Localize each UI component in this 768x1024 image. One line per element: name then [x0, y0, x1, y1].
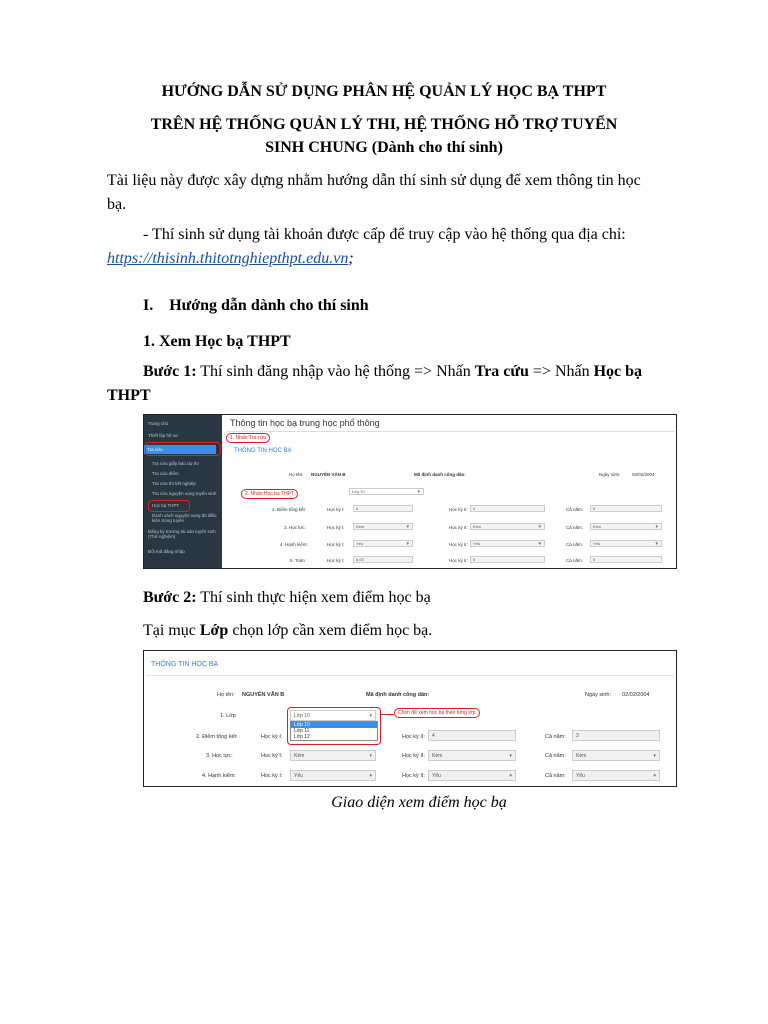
year-field[interactable]: 3	[572, 730, 660, 741]
step1-hocba: Học bạ	[593, 363, 643, 380]
row-label: 5. Toán:	[290, 558, 306, 563]
step2-text: Thí sinh thực hiện xem điểm học bạ	[196, 589, 431, 606]
step1-tracuu: Tra cứu	[474, 363, 529, 380]
sidebar-item-register[interactable]: Đăng ký trường tài sản tuyển sinh (Thử nghiệm)	[148, 529, 216, 539]
option-lop11[interactable]: Lớp 11	[294, 728, 310, 734]
citizen-id-label: Mã định danh công dân:	[366, 692, 430, 698]
year-select[interactable]: Kém ▾	[590, 523, 662, 530]
citizen-id-label: Mã định danh công dân:	[414, 472, 466, 477]
dob-value: 02/02/2004	[622, 692, 650, 698]
access-link-line	[107, 247, 354, 271]
term1-select[interactable]: Yếu ▾	[290, 770, 376, 781]
year-select[interactable]: Yếu ▾	[572, 770, 660, 781]
class-callout: Chọn để xem học bạ theo từng lớp	[394, 708, 480, 718]
screenshot-class-select	[143, 650, 677, 787]
figure-caption: Giao diện xem điểm học bạ	[331, 794, 507, 811]
option-lop10[interactable]: Lớp 10	[291, 722, 377, 728]
step1-line2: THPT	[107, 387, 151, 404]
sidebar-subitem-graduation[interactable]: Tra cứu thí kết nghiệp	[152, 481, 196, 486]
term2-field[interactable]: 4	[470, 505, 545, 512]
row-label: 3. Học lực:	[284, 525, 306, 530]
step2-label: Bước 2:	[143, 589, 197, 606]
step2b-lop: Lớp	[199, 622, 229, 639]
term2-select[interactable]: Kém ▾	[428, 750, 516, 761]
year-label: Cả năm:	[566, 507, 584, 512]
step2b-text-a: Tại mục	[143, 622, 200, 639]
term2-field[interactable]: 4	[428, 730, 516, 741]
highlight-class-select	[287, 707, 381, 745]
step1-label: Bước 1:	[143, 363, 197, 380]
row-label: 4. Hạnh kiểm:	[202, 773, 236, 779]
row-label: 4. Hạnh kiểm:	[280, 542, 308, 547]
dob-value: 02/02/2004	[632, 472, 655, 477]
term2-label: Học kỳ II:	[449, 558, 468, 563]
doc-title-line1: HƯỚNG DẪN SỬ DỤNG PHÂN HỆ QUẢN LÝ HỌC BẠ THPT	[161, 83, 607, 100]
year-select[interactable]: Kém ▾	[572, 750, 660, 761]
term1-label: Học kỳ I:	[327, 542, 345, 547]
highlight-hocba	[148, 500, 190, 512]
year-label: Cả năm:	[566, 542, 584, 547]
intro-paragraph	[107, 169, 717, 217]
term1-label: Học kỳ I:	[327, 525, 345, 530]
term1-field[interactable]: 5	[353, 505, 413, 512]
name-value: NGUYỄN VĂN B	[311, 472, 346, 477]
year-label: Cả năm:	[545, 753, 566, 759]
year-label: Cả năm:	[545, 734, 566, 740]
year-label: Cả năm:	[566, 525, 584, 530]
term2-label: Học kỳ II:	[402, 753, 425, 759]
term2-select[interactable]: Yếu ▾	[428, 770, 516, 781]
callout-1: 1. Nhấn Tra cứu	[226, 433, 270, 443]
row-label: 3. Học lực:	[206, 753, 233, 759]
intro-line2: bạ.	[107, 196, 127, 213]
term2-label: Học kỳ II:	[402, 773, 425, 779]
step1-text-a: Thí sinh đăng nhập vào hệ thống => Nhấn	[196, 363, 475, 380]
section-heading: I. Hướng dẫn dành cho thí sinh	[143, 297, 369, 314]
sidebar-item-home[interactable]: Trang chủ	[148, 421, 169, 426]
term1-label: Học kỳ I:	[261, 773, 283, 779]
sidebar-subitem-score[interactable]: Tra cứu điểm	[152, 471, 179, 476]
doc-title-line2: TRÊN HỆ THỐNG QUẢN LÝ THI, HỆ THỐNG HỖ TRỢ TUYỂN	[150, 116, 618, 133]
term1-label: Học kỳ I:	[261, 734, 283, 740]
name-value: NGUYỄN VĂN B	[242, 692, 285, 698]
option-lop12[interactable]: Lớp 12	[294, 734, 310, 740]
term1-label: Học kỳ I:	[261, 753, 283, 759]
doc-title-line3: SINH CHUNG (Dành cho thí sinh)	[265, 139, 503, 156]
term2-select[interactable]: Yếu ▾	[470, 540, 545, 547]
sidebar-subitem-exam-notice[interactable]: Tra cứu giấy báo dự thi	[152, 461, 199, 466]
year-field[interactable]: 5	[590, 505, 662, 512]
callout-connector	[380, 714, 394, 715]
step1-text-c: => Nhấn	[528, 363, 594, 380]
page-header: Thông tin học bạ trung học phổ thông	[230, 418, 380, 428]
term2-label: Học kỳ II:	[449, 507, 468, 512]
step2-line	[143, 586, 431, 610]
dob-label: Ngày sinh:	[599, 472, 621, 477]
intro-line1: Tài liệu này được xây dựng nhằm hướng dẫn thí sinh sử dụng để xem thông tin học	[107, 172, 641, 189]
term1-field[interactable]: 5.00	[353, 556, 413, 563]
term2-label: Học kỳ II:	[449, 525, 468, 530]
term1-label: Học kỳ I:	[327, 507, 345, 512]
row-label: 2. Điểm tổng kết:	[272, 507, 307, 512]
name-label: Họ tên:	[289, 472, 304, 477]
class-label: 1. Lớp	[220, 713, 236, 719]
term1-select[interactable]: Kém ▾	[353, 523, 413, 530]
class-select[interactable]: Lớp 10 ▾	[290, 710, 376, 721]
subsection-heading: 1. Xem Học bạ THPT	[143, 333, 291, 350]
step2b-line	[143, 619, 432, 643]
sidebar-subitem-hocba[interactable]: Học bạ THPT	[152, 503, 180, 508]
sidebar-item-change-password[interactable]: Đổi mã đăng nhập	[148, 549, 185, 554]
term2-field[interactable]: 5	[470, 556, 545, 563]
step2b-text-c: chọn lớp cần xem điểm học bạ.	[228, 622, 433, 639]
row-label: 2. Điểm tổng kết:	[196, 734, 238, 740]
name-label: Họ tên:	[217, 692, 235, 698]
section-title: THÔNG TIN HỌC BẠ	[151, 661, 219, 668]
screenshot-lookup	[143, 414, 677, 569]
access-line: - Thí sinh sử dụng tài khoản được cấp để truy cập vào hệ thống qua địa chỉ:	[143, 226, 626, 243]
term1-select[interactable]: Yếu ▾	[353, 540, 413, 547]
callout-2: 2. Nhấn Học bạ THPT	[241, 489, 298, 499]
class-select[interactable]: Lớp 10 ▾	[349, 488, 424, 495]
system-link[interactable]: https://thisinh.thitotnghiepthpt.edu.vn	[107, 250, 349, 267]
dob-label: Ngày sinh:	[585, 692, 611, 698]
sidebar	[144, 415, 222, 568]
term1-select[interactable]: Kém ▾	[290, 750, 376, 761]
year-label: Cả năm:	[566, 558, 584, 563]
year-field[interactable]: 5	[590, 556, 662, 563]
year-label: Cả năm:	[545, 773, 566, 779]
sidebar-subitem-eligible[interactable]: Danh sách nguyện vọng đủ điều kiện trúng tuyển	[152, 513, 217, 523]
term2-select[interactable]: Kém ▾	[470, 523, 545, 530]
highlight-lookup	[145, 442, 221, 456]
link-suffix: ;	[348, 250, 354, 267]
sidebar-item-lookup[interactable]: Tra cứu	[144, 445, 216, 454]
section-title: THÔNG TIN HỌC BẠ	[234, 448, 292, 454]
sidebar-item-profile[interactable]: Thiết lập hồ sơ	[148, 433, 178, 438]
sidebar-subitem-wishes[interactable]: Tra cứu nguyện vọng tuyển sinh	[152, 491, 217, 496]
year-select[interactable]: Yếu ▾	[590, 540, 662, 547]
term2-label: Học kỳ II:	[402, 734, 425, 740]
term1-label: Học kỳ I:	[327, 558, 345, 563]
term2-label: Học kỳ II:	[449, 542, 468, 547]
step1-line	[143, 360, 698, 384]
